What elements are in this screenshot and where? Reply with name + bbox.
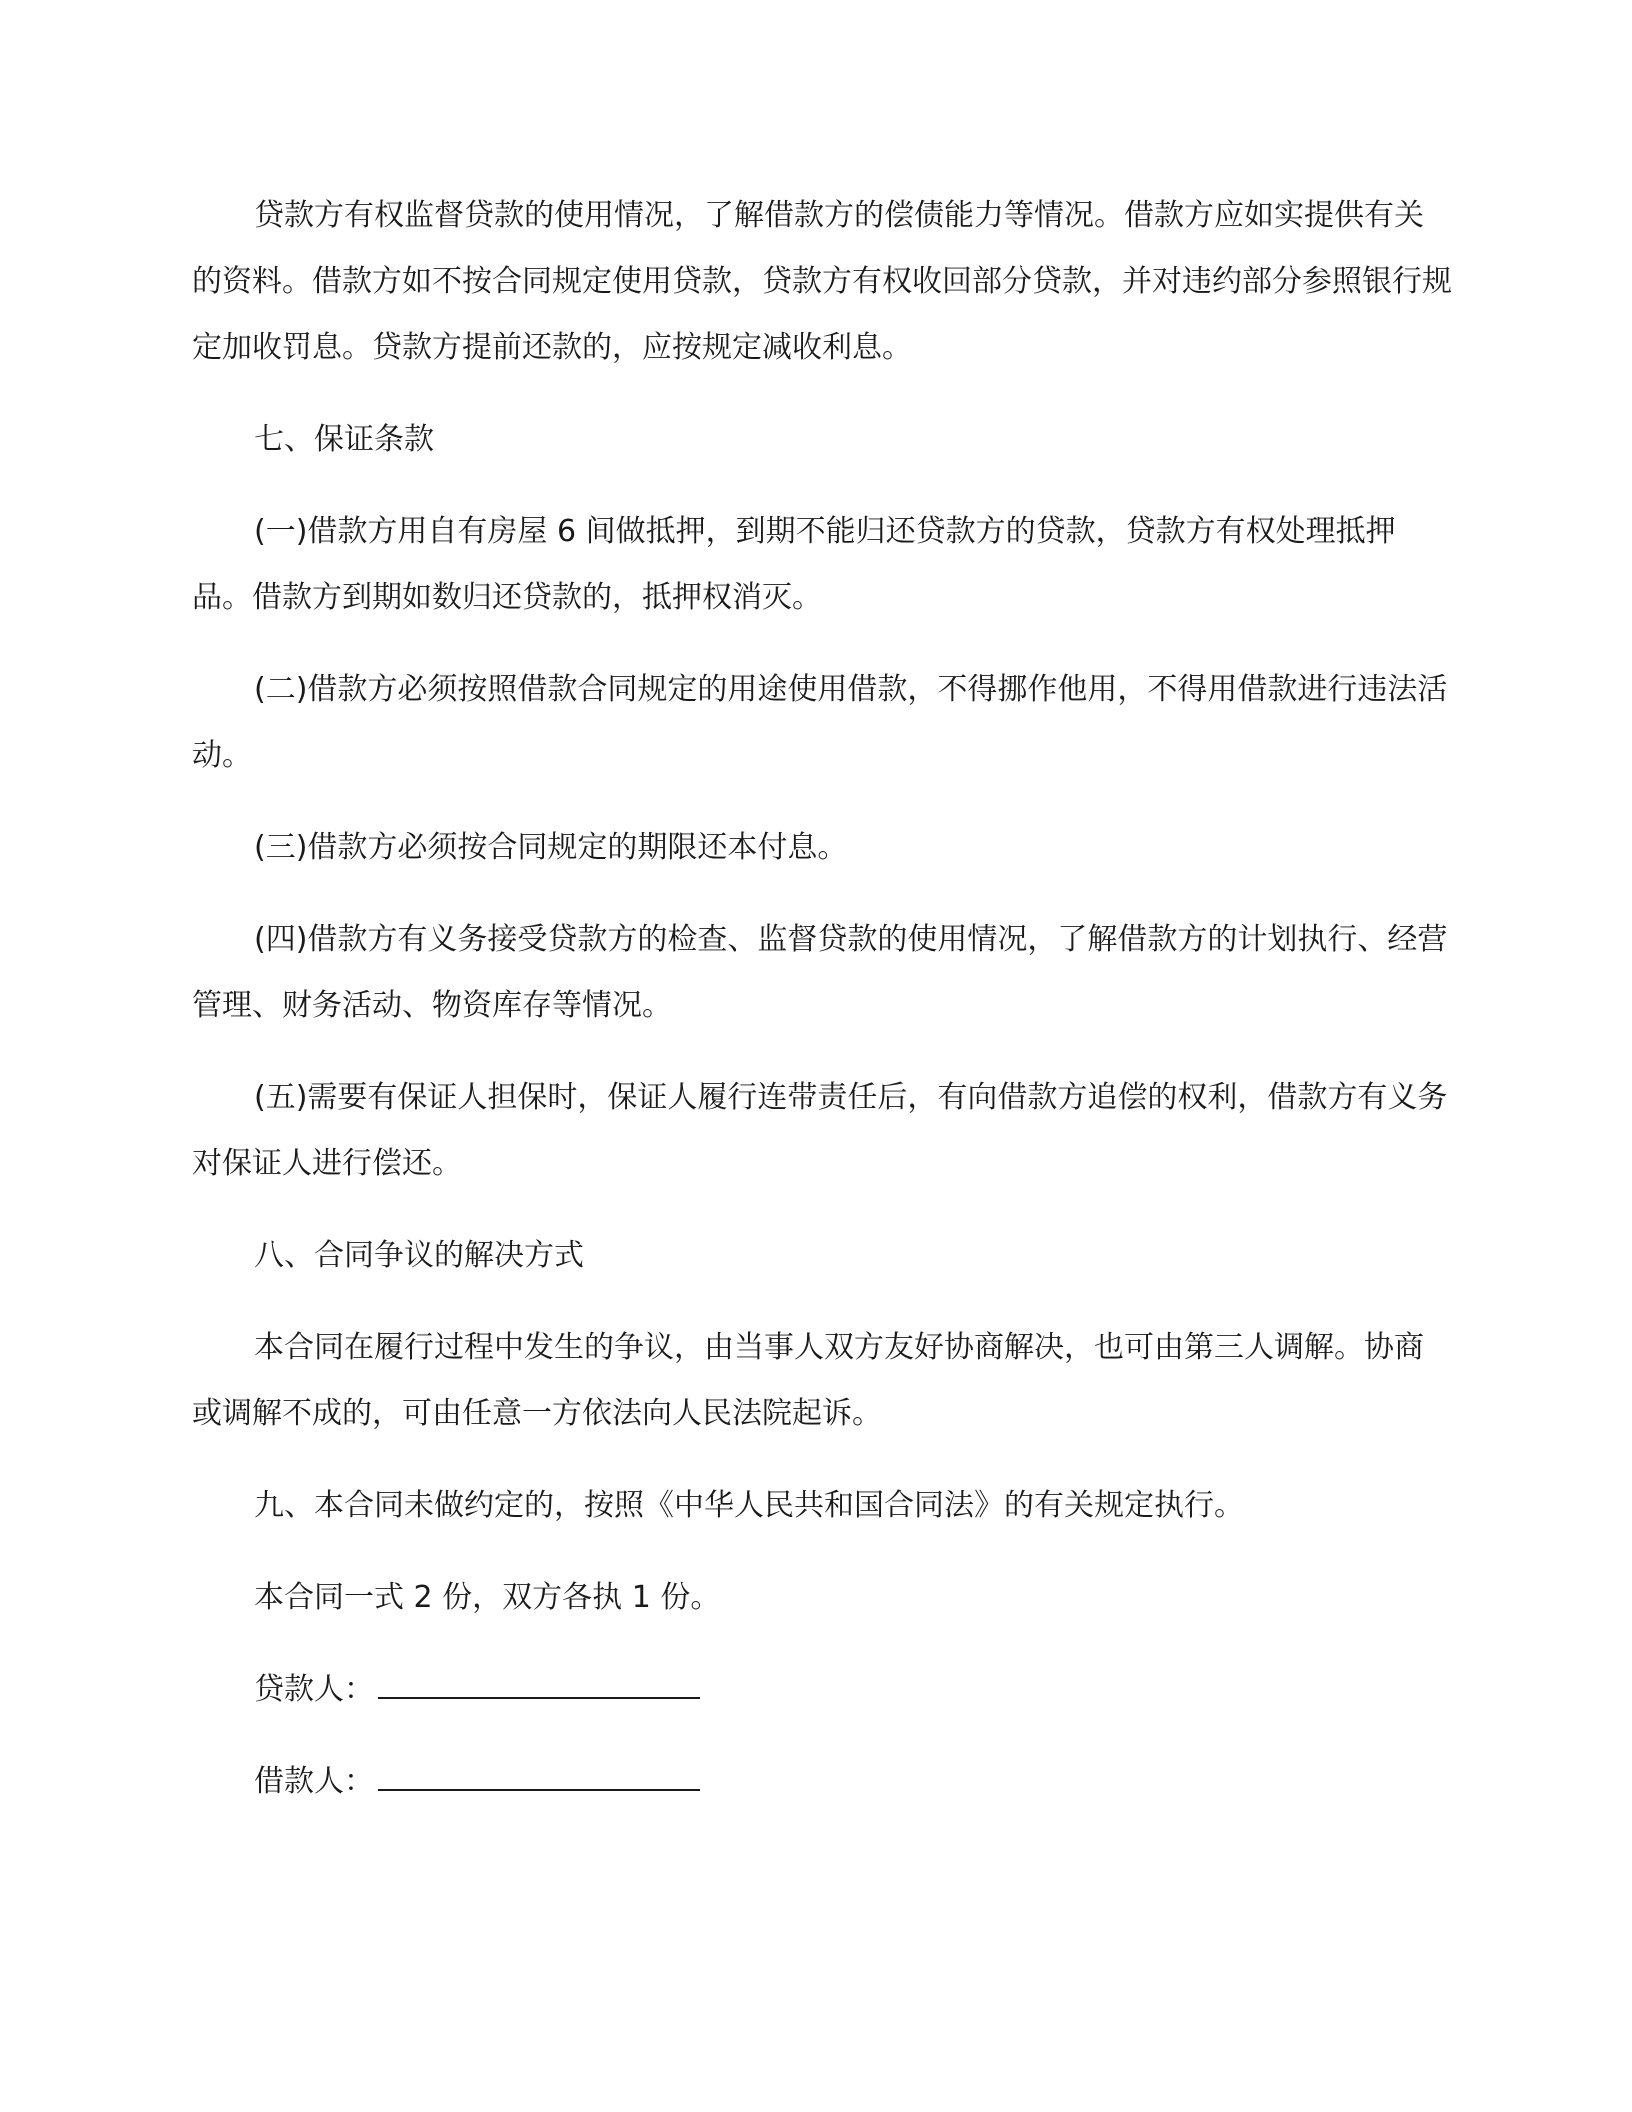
paragraph-clause-4: (四)借款方有义务接受贷款方的检查、监督贷款的使用情况，了解借款方的计划执行、经营管理、财务活动、物资库存等情况。 <box>192 922 1448 1023</box>
lender-signature-blank <box>378 1669 700 1699</box>
paragraph-dispute-resolution: 本合同在履行过程中发生的争议，由当事人双方友好协商解决，也可由第三人调解。协商或调解不成的，可由任意一方依法向人民法院起诉。 <box>192 1330 1424 1431</box>
paragraph-copies: 本合同一式 2 份，双方各执 1 份。 <box>254 1580 721 1615</box>
lender-signature-line <box>192 1657 1452 1723</box>
document-page <box>192 183 1452 1841</box>
borrower-signature-blank <box>378 1761 700 1791</box>
heading-guarantee-terms: 七、保证条款 <box>254 422 434 457</box>
paragraph-lender-rights: 贷款方有权监督贷款的使用情况，了解借款方的偿债能力等情况。借款方应如实提供有关的资料。借款方如不按合同规定使用贷款，贷款方有权收回部分贷款，并对违约部分参照银行规定加收罚息。贷款方提前还款的，应按规定减收利息。 <box>192 198 1452 365</box>
lender-label: 贷款人： <box>254 1672 374 1707</box>
paragraph-clause-1: (一)借款方用自有房屋 6 间做抵押，到期不能归还贷款方的贷款，贷款方有权处理抵押品。借款方到期如数归还贷款的，抵押权消灭。 <box>192 514 1396 615</box>
heading-dispute-resolution: 八、合同争议的解决方式 <box>254 1238 584 1273</box>
paragraph-clause-2: (二)借款方必须按照借款合同规定的用途使用借款，不得挪作他用，不得用借款进行违法活动。 <box>192 672 1448 773</box>
paragraph-clause-3: (三)借款方必须按合同规定的期限还本付息。 <box>254 830 848 865</box>
borrower-signature-line <box>192 1749 1452 1815</box>
borrower-label: 借款人： <box>254 1764 374 1799</box>
paragraph-clause-9: 九、本合同未做约定的，按照《中华人民共和国合同法》的有关规定执行。 <box>254 1488 1244 1523</box>
paragraph-clause-5: (五)需要有保证人担保时，保证人履行连带责任后，有向借款方追偿的权利，借款方有义务对保证人进行偿还。 <box>192 1080 1448 1181</box>
